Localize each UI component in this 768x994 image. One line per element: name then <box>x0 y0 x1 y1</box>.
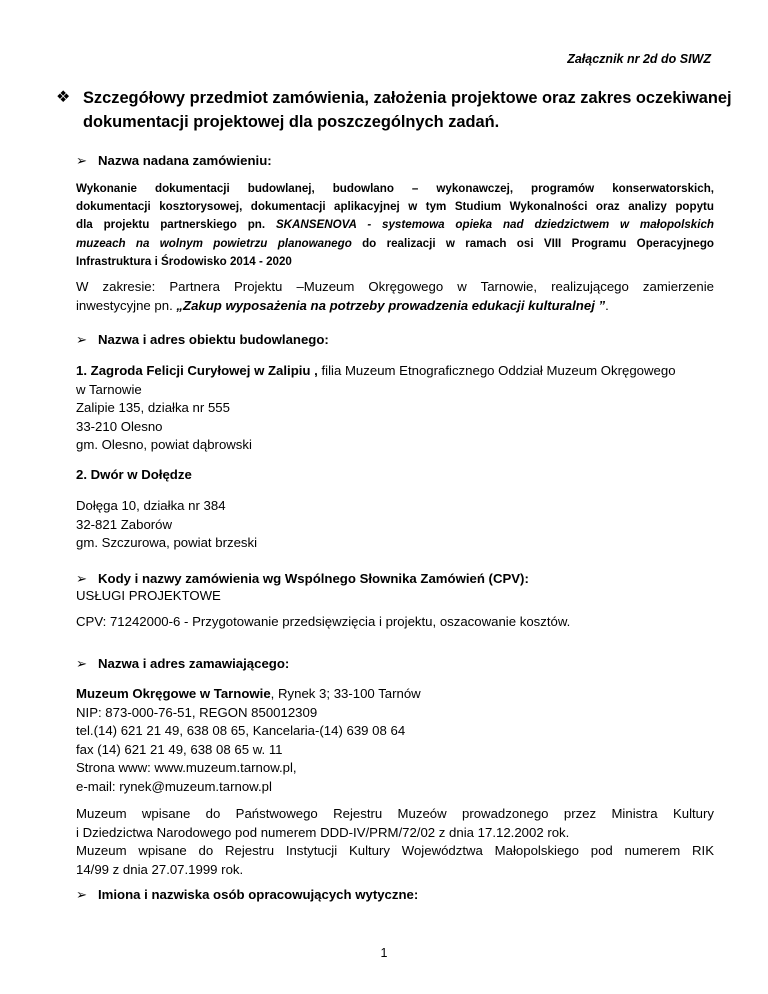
object2-block: Dołęga 10, działka nr 384 32-821 Zaborów gm. Szczurowa, powiat brzeski <box>76 498 258 550</box>
section-order-name-heading: ➢ Nazwa nadana zamówieniu: <box>76 153 272 168</box>
arrow-bullet-icon: ➢ <box>76 656 88 671</box>
section-cpv-heading: ➢ Kody i nazwy zamówienia wg Wspólnego Słownika Zamówień (CPV): <box>76 571 529 586</box>
attachment-label: Załącznik nr 2d do SIWZ <box>567 52 711 66</box>
scope-paragraph: W zakresie: Partnera Projektu –Muzeum Okręgowego w Tarnowie, realizującego zamierzenie inwestycyjne pn. „Zakup wyposażenia na potrzeby prowadzenia edukacji kulturalnej ”. <box>76 279 714 313</box>
arrow-bullet-icon: ➢ <box>76 332 88 347</box>
object2-title: 2. Dwór w Dołędze <box>76 467 192 482</box>
object1-block: 1. Zagroda Felicji Curyłowej w Zalipiu , filia Muzeum Etnograficznego Oddział Muzeum Okręgowego w Tarnowie Zalipie 135, działka nr 555 33-210 Olesno gm. Olesno, powiat dąbrowski <box>76 363 676 452</box>
arrow-bullet-icon: ➢ <box>76 153 88 168</box>
diamond-bullet-icon: ❖ <box>56 89 71 106</box>
section-contracting-heading: ➢ Nazwa i adres zamawiającego: <box>76 656 290 671</box>
page-number: 1 <box>380 946 388 960</box>
cpv-category: USŁUGI PROJEKTOWE <box>76 588 221 603</box>
arrow-bullet-icon: ➢ <box>76 571 88 586</box>
arrow-bullet-icon: ➢ <box>76 887 88 902</box>
contracting-block: Muzeum Okręgowe w Tarnowie, Rynek 3; 33-100 Tarnów NIP: 873-000-76-51, REGON 850012309 tel.(14) 621 21 49, 638 08 65, Kancelaria-(14) 639 08 64 fax (14) 621 21 49, 638 08 65 w. 11 Strona www: www.muzeum.tarnow.pl, e-mail: rynek@muzeum.tarnow.pl <box>76 686 421 794</box>
cpv-code: CPV: 71242000-6 - Przygotowanie przedsięwzięcia i projektu, oszacowanie kosztów. <box>76 614 571 629</box>
main-heading-line1: Szczegółowy przedmiot zamówienia, założenia projektowe oraz zakres oczekiwanej <box>83 89 732 107</box>
main-heading <box>56 86 732 134</box>
main-heading-line2: dokumentacji projektowej dla poszczególnych zadań. <box>83 113 500 131</box>
section-authors-heading: ➢ Imiona i nazwiska osób opracowujących wytyczne: <box>76 887 419 902</box>
registry-block: Muzeum wpisane do Państwowego Rejestru Muzeów prowadzonego przez Ministra Kultury i Dziedzictwa Narodowego pod numerem DDD-IV/PRM/72/02 z dnia 17.12.2002 rok. Muzeum wpisane do Rejestru Instytucji Kultury Województwa Małopolskiego pod numerem RIK 14/99 z dnia 27.07.1999 rok. <box>76 806 714 877</box>
order-name-paragraph: Wykonanie dokumentacji budowlanej, budowlano – wykonawczej, programów konserwatorskich, dokumentacji kosztorysowej, dokumentacji aplikacyjnej w tym Studium Wykonalności oraz analizy popytu dla projektu partnerskiego pn. SKANSENOVA - systemowa opieka nad dziedzictwem w małopolskich muzeach na wolnym powietrzu planowanego do realizacji w ramach osi VIII Programu Operacyjnego Infrastruktura i Środowisko 2014 - 2020 <box>76 182 714 268</box>
section-object-heading: ➢ Nazwa i adres obiektu budowlanego: <box>76 332 329 347</box>
